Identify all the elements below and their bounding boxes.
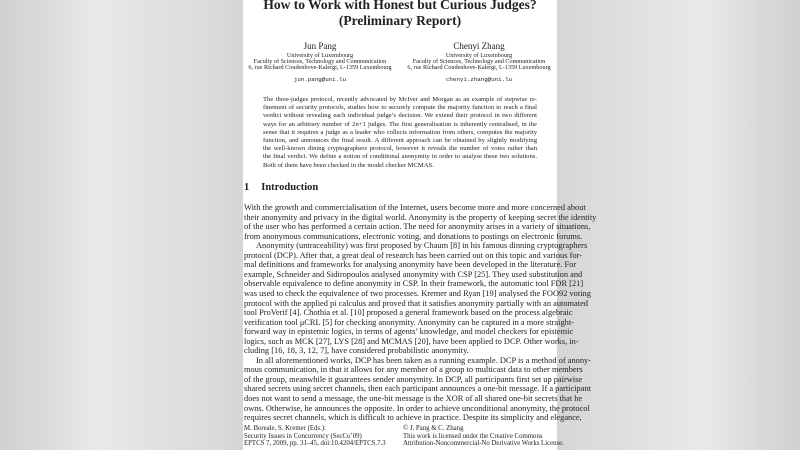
body-line: cluding [16, 18, 3, 12, 7], have considered probabilistic anonymity. (244, 346, 469, 356)
body-line: forward way in epistemic logics, in terms of agents’ knowledge, and model checkers for epistemic (244, 327, 574, 337)
author-name: Jun Pang (303, 41, 337, 51)
author-affiliation: Faculty of Sciences, Technology and Communication (253, 58, 387, 66)
body-line: With the growth and commercialisation of the Internet, users become more and more concerned about (244, 203, 586, 212)
body-line: Anonymity (untraceability) was first proposed by Chaum [8] in his famous dinning cryptographers (256, 241, 588, 251)
body-line: verification tool μCRL [5] for checking anonymity. Anonymity can be captured in a more straight- (244, 317, 574, 327)
body-line: from anonymous communications, electronic voting, and donations to postings on electronic forums. (244, 231, 583, 241)
paper-page (243, 0, 597, 450)
abstract-line: the well-known dining cryptographers protocol, however it reveals the number of votes rather than (263, 145, 537, 153)
footer-editors: M. Boreale, S. Kremer (Eds.): (244, 425, 326, 432)
body-line: In all aforementioned works, DCP has been taken as a running example. DCP is a method of anony- (256, 355, 591, 365)
section-heading (244, 182, 330, 193)
author-email: jun.pang@uni.lu (293, 75, 347, 83)
author-name: Chenyi Zhang (453, 41, 505, 51)
abstract-line: Both of them have been checked in the model checker MCMAS. (263, 161, 434, 169)
body-line: owns. Otherwise, he announces the opposite. In order to achieve unconditional anonymity, the protocol (244, 403, 590, 413)
author-affiliation: University of Luxembourg (286, 52, 354, 59)
body-line: of the group, meanwhile it guarantees sender anonymity. In DCP, all participants first set up pairwise (244, 374, 583, 384)
author-email: chenyi.zhang@uni.lu (445, 75, 513, 83)
author-affiliation: University of Luxembourg (445, 52, 513, 59)
author-block (245, 41, 395, 83)
footer-copyright: © J. Pang & C. Zhang (403, 425, 464, 432)
body-line: protocol with the applied pi calculus and proved that it satisfies anonymity partially with an automated (244, 298, 588, 308)
author-affiliation: Faculty of Sciences, Technology and Communication (412, 58, 546, 66)
abstract-line: verdict without revealing each individual judge’s decision. We extend their protocol in two different (263, 112, 537, 120)
author-block (404, 41, 554, 83)
paper-subtitle: (Preliminary Report) (338, 13, 462, 28)
body-line: their anonymity and privacy in the digital world. Anonymity is the property of keeping secret the identity (244, 212, 597, 222)
abstract-line: the final verdict. We define a notion of conditional anonymity in order to analyse these two solutions. (263, 153, 537, 161)
body-line: mous communication, in that it allows for any member of a group to multicast data to other members (244, 365, 583, 375)
body-line: protocol (DCP). After that, a great deal of research has been carried out on this topic and various for- (244, 250, 582, 260)
section-title: Introduction (261, 182, 319, 193)
paper-title: How to Work with Honest but Curious Judges? (263, 0, 537, 12)
author-affiliation: 6, rue Richard Coudenhove-Kalergi, L-1359 Luxembourg (248, 64, 392, 72)
body-line: of the user who has performed a certain action. The need for anonymity arises in a variety of situations, (244, 222, 591, 232)
abstract-line: ways for an arbitrary number of 2n+1 judges. The first generalisation is inherently centralised, in the (263, 120, 537, 128)
body-line: shared secrets using secret channels, then each participant announces a one-bit message. If a participant (244, 384, 591, 394)
footer-license: This work is licensed under the Creative Commons (403, 432, 543, 440)
footer-venue: Security Issues in Concurrency (SecCo’09) (244, 432, 362, 440)
body-line: example, Schneider and Sidiropoulos analysed anonymity with CSP [25]. They used substitution and (244, 269, 583, 279)
body-line: requires secret channels, which is difficult to achieve in practice. Despite its simplicity and elegance, (244, 413, 582, 423)
abstract-line: function, and announces the final result. A different approach can be obtained by slightly modifying (263, 137, 537, 144)
footer-left (244, 425, 386, 448)
body-line: tool ProVerif [4]. Chothia et al. [10] proposed a general framework based on the process algebraic (244, 308, 573, 318)
footer-right (403, 425, 564, 448)
footer-citation: EPTCS 7, 2009, pp. 31–45, doi:10.4204/EPTCS.7.3 (244, 440, 386, 448)
section-number: 1 (244, 182, 250, 193)
author-affiliation: 6, rue Richard Coudenhove-Kalergi, L-1359 Luxembourg (407, 64, 551, 72)
body-line: observable equivalence to define anonymity in CSP. In their framework, the automatic tool FDR [21] (244, 279, 584, 289)
body-line: logics, such as MCK [27], LYS [28] and MCMAS [20], have been applied to DCP. Other works, in- (244, 336, 579, 346)
body-line: does not want to send a message, the one-bit message is the XOR of all shared one-bit secrets that he (244, 394, 583, 403)
body-line: mal definitions and frameworks for analysing anonymity have been developed in the literature. For (244, 260, 577, 270)
abstract-line: sense that it requires a judge as a leader who collects information from others, computes the majority (263, 128, 537, 136)
footer-license-name: Attribution-Noncommercial-No Derivative Works License. (403, 440, 564, 448)
abstract-line: The three-judges protocol, recently advocated by McIver and Morgan as an example of stepwise re- (263, 96, 537, 103)
abstract-line: finement of security protocols, studies how to securely compute the majority function to reach a final (263, 104, 537, 112)
body-line: was used to check the equivalence of two processes. Kremer and Ryan [19] analysed the FOO92 voting (244, 288, 591, 298)
